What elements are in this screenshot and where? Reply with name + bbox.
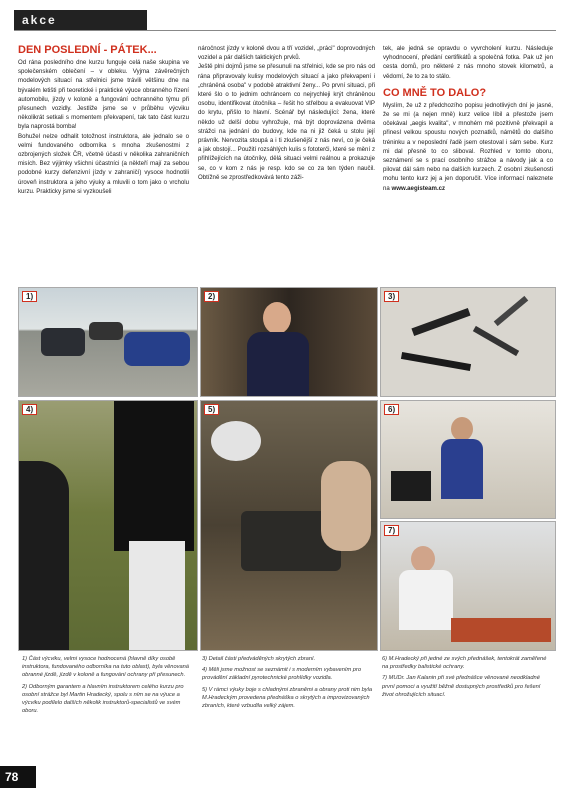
article-column-2 — [198, 44, 375, 182]
section-heading-friday: DEN POSLEDNÍ - PÁTEK... — [18, 44, 157, 56]
photo-label: 2) — [204, 291, 219, 302]
photo-hidden-weapons — [380, 287, 556, 397]
photo-label: 4) — [22, 404, 37, 415]
section-heading-benefits: CO MNĚ TO DALO? — [383, 86, 487, 99]
top-rule — [14, 30, 556, 31]
caption: 7) MUDr. Jan Kalanin při své přednášce věnované neodkladné první pomoci a využití běžně dostupných prostředků pro řešení život ohrožujících situací. — [382, 675, 541, 698]
caption: 6) M.Hradecký při jedné ze svých přednášek, tentokrát zaměřené na prostředky balistické ochrany. — [382, 656, 547, 671]
paragraph: Ještě plni dojmů jsme se přesunuli na střelnici, kde se pro nás od rána připravovaly kulisy modelových situací a jako překvapení i „chráněná osoba" v podobě atraktivní ženy... Po první situaci, při které šlo o to jednim ochráncem co nejrychleji krýt chráněnou osobu, identifikovat útočníka – řešit ho střelbou a evakuovat VIP do krytu, přišlo to hlavní. Scénář byl následující: žena, které někdo už delší dobu vyhrožuje, má být doprovázena dvěma strážci na jednání do budovy, kde na ni již čeká u stolu její právník. Nervozita stoupá a i ti zkušenější z nás neví, co je čeká a jak obstojí... Použití rozsáhlých kulis s fototerči, které se mění z přihlížejících na útočníky, dělá situaci velmi reálnou a prokazuje se, co v kom z nás je resp. kdo se co za ten týden naučil. Obtížně se zprostředkovává tento záži- — [198, 63, 375, 181]
photo-label: 7) — [384, 525, 399, 536]
photo-cars — [18, 287, 198, 397]
paragraph: Od rána posledního dne kurzu funguje celá naše skupina ve společenském oblečení – v obleku. Vyjma závěrečných modelových situací na střelnici jsme trávili většinu dne na bývalém letišti při teoretické i praktické výuce obranného řízení automobilu, jízdy v koloně a fungování ochranného týmu při přesunech vozidly. Jestliže jsme se v průběhu výcviku několikrát setkali s momentem překvapení, tak tato část kurzu byla naprostá bomba! — [18, 59, 189, 131]
article-column-1 — [18, 44, 189, 196]
photo-vehicle-inspection — [18, 400, 198, 651]
photo-grid — [18, 287, 554, 649]
photo-first-aid — [380, 521, 556, 651]
photo-label: 3) — [384, 291, 399, 302]
caption: 3) Detail části předváděných skrytých zbraní. — [202, 656, 316, 662]
website-link[interactable]: www.aegisteam.cz — [391, 184, 446, 192]
paragraph: Bohužel nelze odhalit totožnost instruktora, ale jednalo se o velmi fundovaného odborníka s mnoha zkušenostmi z ozbrojených složek ČR, včetně účasti v několika zahraničních misích. Bez výjimky všichni účastníci (a někteří mají za sebou podobné kurzy defenzivní jízdy v zahraničí) vysoce hodnotili úroveň instruktora a jeho výuky a mluvili o tom jako o vrcholu kurzu. Prakticky jsme si vyzkoušeli — [18, 132, 189, 195]
photo-lecture-ballistic — [380, 400, 556, 519]
paragraph: náročnost jízdy v koloně dvou a tří vozidel, „práci" doprovodných vozidel a pár dalších taktických prvků. — [198, 45, 375, 62]
paragraph: Myslím, že už z předchozího popisu jednotlivých dní je jasné, že se mi (a nejen mně) kurz velice líbil a přestože jsem očekával „aegis kvalita", v mnohém mě pozitivně překvapil a přinesl velkou spoustu nových poznatků, námětů do dalšího tréninku a v neposlední řadě jsem otestoval i sám sebe. Kurz mi dal přesně to co sliboval. Rozhled v tomto oboru, seznámení se s prací osobního strážce a návody jak a co pilovat dál sám nebo na dalších kurzech. Z osobní zkušenosti mohu tento kurz jej a jen doporučit. Více informací naleznete na www.aegisteam.cz — [383, 101, 553, 192]
captions-column-3 — [382, 655, 552, 702]
captions-column-1 — [22, 655, 192, 718]
photo-label: 1) — [22, 291, 37, 302]
section-tag: akce — [14, 10, 147, 30]
photo-label: 5) — [204, 404, 219, 415]
caption: 2) Odborným garantem a hlavním instruktorem celého kurzu pro osobní strážce byl Martin Hradecký, spolu s ním se na výuce a výcviku podílelo dalších několik instruktorů-specialistů ve svém oboru. — [22, 683, 184, 715]
caption: 1) Část výcviku, velmi vysoce hodnocená (hlavně díky osobě instruktora, fundovaného odborníka na tuto oblast), byla věnovaná obranné jízdě, jízdě v koloně a fungování ochrany při přesunech. — [22, 656, 189, 679]
caption: 5) V rámci výuky boje s chladnými zbraněmi a obrany proti nim byla M.Hradeckým provedena přednáška o skrytých a improvizovaných zbraních, které vzbudila velký zájem. — [202, 686, 373, 710]
caption: 4) Měli jsme možnost se seznámit i s moderním vybavením pro provádění základní pyrotechnické prohlídky vozidla. — [202, 667, 361, 682]
photo-label: 6) — [384, 404, 399, 415]
article-column-3 — [383, 44, 553, 193]
page-number: 78 — [0, 766, 36, 788]
photo-blade-weapons — [200, 400, 378, 651]
paragraph: tek, ale jedná se opravdu o vyvrcholení kurzu. Následuje vyhodnocení, předání certifikátů a společná fotka. Pak už jen cesta domů, pro některé z nás mnoho stovek kilometrů, a vědomí, že to za to stálo. — [383, 45, 553, 80]
photo-instructor — [200, 287, 378, 397]
captions-column-2 — [202, 655, 374, 713]
